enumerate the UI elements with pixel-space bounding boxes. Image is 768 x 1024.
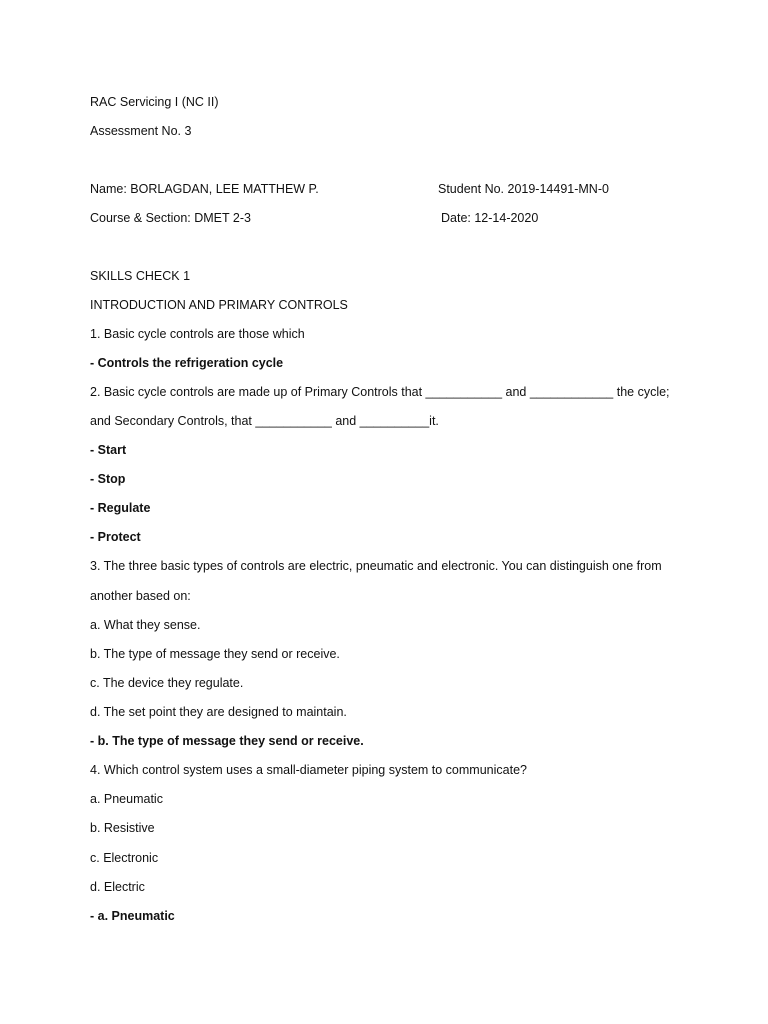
- question-4: 4. Which control system uses a small-diameter piping system to communicate?: [90, 763, 527, 777]
- student-name: Name: BORLAGDAN, LEE MATTHEW P.: [90, 182, 319, 196]
- question-3-line-1: 3. The three basic types of controls are electric, pneumatic and electronic. You can distinguish one from: [90, 559, 662, 573]
- answer-2-stop: - Stop: [90, 472, 126, 486]
- course-title: RAC Servicing I (NC II): [90, 95, 219, 109]
- answer-4: - a. Pneumatic: [90, 909, 175, 923]
- question-3-option-a: a. What they sense.: [90, 618, 201, 632]
- answer-1: - Controls the refrigeration cycle: [90, 356, 284, 370]
- answer-2-regulate: - Regulate: [90, 501, 151, 515]
- question-4-option-a: a. Pneumatic: [90, 792, 163, 806]
- question-4-option-b: b. Resistive: [90, 821, 155, 835]
- assessment-number: Assessment No. 3: [90, 124, 192, 138]
- question-3-option-d: d. The set point they are designed to maintain.: [90, 705, 347, 719]
- question-2-line-2: and Secondary Controls, that ___________ and __________it.: [90, 414, 439, 428]
- topic-heading: INTRODUCTION AND PRIMARY CONTROLS: [90, 298, 348, 312]
- answer-2-start: - Start: [90, 443, 127, 457]
- answer-2-protect: - Protect: [90, 530, 141, 544]
- skills-check-heading: SKILLS CHECK 1: [90, 269, 191, 283]
- question-3-option-c: c. The device they regulate.: [90, 676, 244, 690]
- course-section: Course & Section: DMET 2-3: [90, 211, 251, 225]
- question-3-line-2: another based on:: [90, 589, 191, 603]
- student-number: Student No. 2019-14491-MN-0: [438, 182, 609, 196]
- answer-3: - b. The type of message they send or receive.: [90, 734, 364, 748]
- submission-date: Date: 12-14-2020: [441, 211, 539, 225]
- question-4-option-c: c. Electronic: [90, 851, 159, 865]
- question-3-option-b: b. The type of message they send or receive.: [90, 647, 340, 661]
- question-2-line-1: 2. Basic cycle controls are made up of Primary Controls that ___________ and ____________ the cycle;: [90, 385, 670, 399]
- question-4-option-d: d. Electric: [90, 880, 145, 894]
- question-1: 1. Basic cycle controls are those which: [90, 327, 305, 341]
